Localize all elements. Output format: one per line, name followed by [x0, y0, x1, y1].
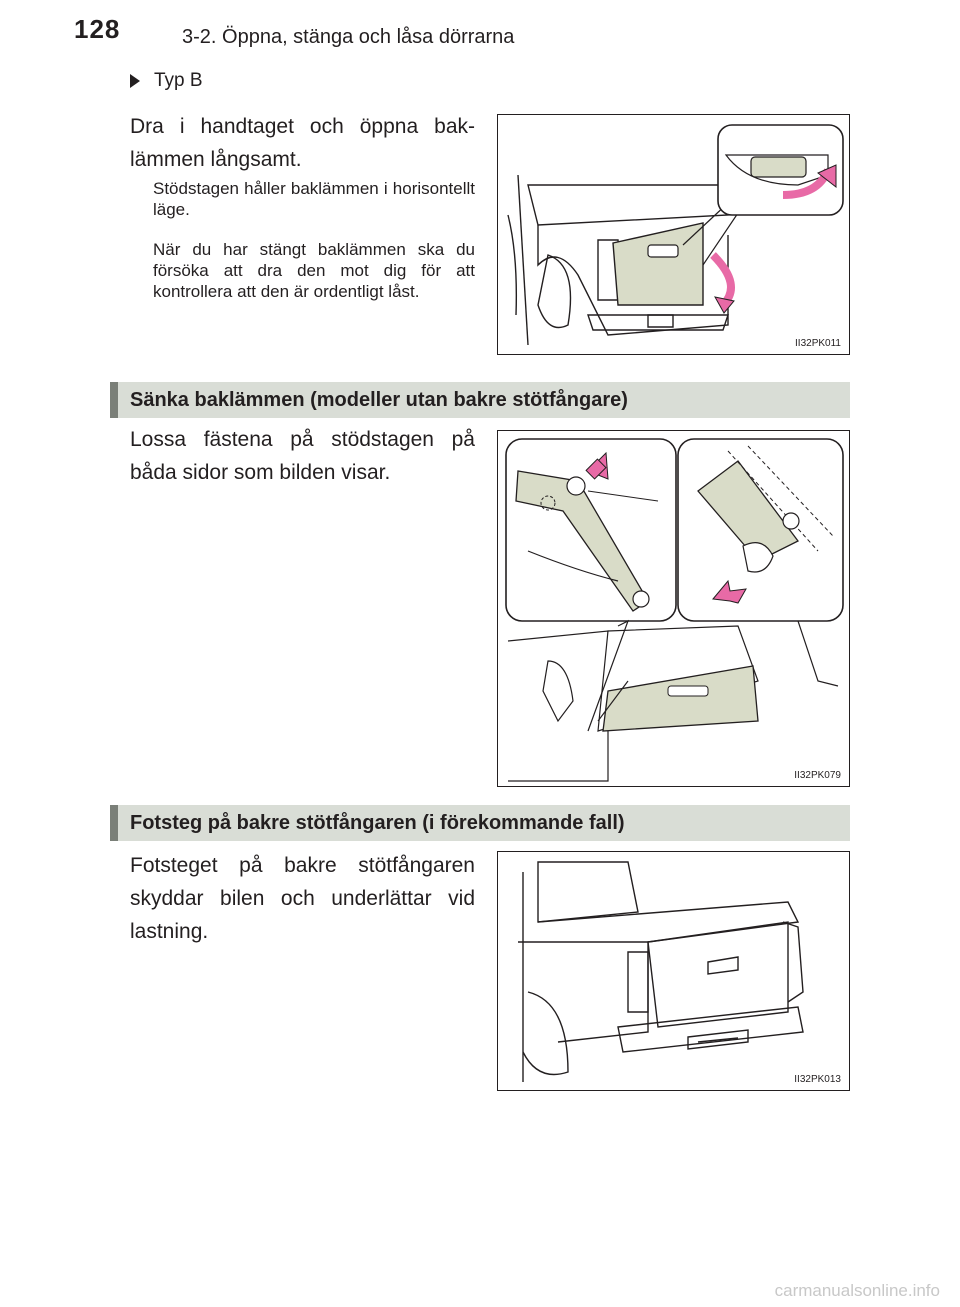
type-b-label: Typ B [154, 70, 203, 91]
tailgate-lower-figure [497, 430, 850, 787]
rear-step-illustration [498, 852, 849, 1090]
figure-code: II32PK011 [795, 338, 841, 349]
watermark: carmanualsonline.info [774, 1281, 940, 1300]
tailgate-open-figure [497, 114, 850, 355]
type-b-bullet [130, 70, 203, 92]
type-b-note-1: Stödstagen håller baklämmen i horisontellt läge. [153, 179, 475, 219]
tailgate-lower-illustration [498, 431, 849, 786]
figure-code: II32PK013 [794, 1074, 841, 1085]
rear-step-figure [497, 851, 850, 1091]
tailgate-open-illustration [498, 115, 849, 354]
step-section-text: Fotsteget på bakre stötfångaren skyddar bilen och underlättar vid lastning. [130, 854, 475, 943]
bullet-triangle-icon [130, 74, 140, 88]
lower-section-text: Lossa fästena på stödstagen på båda sidor som bilden visar. [130, 428, 475, 484]
section-title: 3-2. Öppna, stänga och låsa dörrarna [182, 26, 515, 48]
section-heading-step: Fotsteg på bakre stötfångaren (i förekommande fall) [110, 805, 850, 841]
page-number: 128 [74, 14, 121, 44]
section-heading-lower: Sänka baklämmen (modeller utan bakre stötfångare) [110, 382, 850, 418]
figure-code: II32PK079 [794, 770, 841, 781]
type-b-instruction: Dra i handtaget och öppna bak-lämmen långsamt. [130, 115, 475, 171]
type-b-note-2: När du har stängt baklämmen ska du försöka att dra den mot dig för att kontrollera att den är ordentligt låst. [153, 240, 475, 301]
